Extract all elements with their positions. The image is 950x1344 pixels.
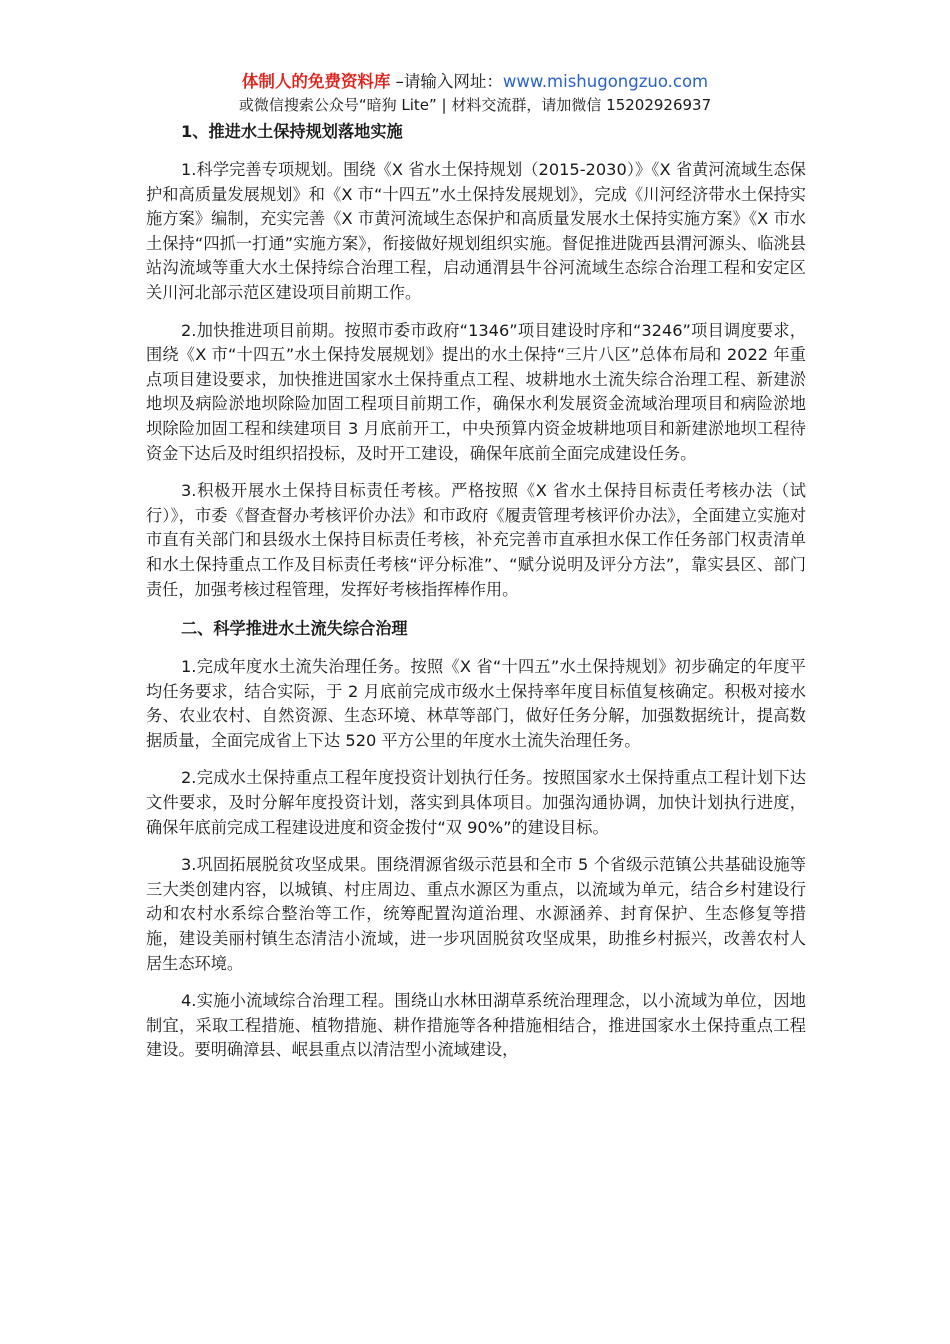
site-name: 体制人的免费资料库: [241, 72, 391, 91]
section-2-paragraph-1: 1.完成年度水土流失治理任务。按照《X 省“十四五”水土保持规划》初步确定的年度平均任务要求，结合实际，于 2 月底前完成市级水土保持率年度目标值复核确定。积极对接水务、农业农村、自然资源、生态环境、林草等部门，做好任务分解，加强数据统计，提高数据质量，全面完成省上下达 520 平方公里的年度水土流失治理任务。: [146, 657, 806, 750]
document-body: [146, 118, 806, 1076]
section-2-paragraph-2: 2.完成水土保持重点工程年度投资计划执行任务。按照国家水土保持重点工程计划下达文件要求，及时分解年度投资计划，落实到具体项目。加强沟通协调，加快计划执行进度，确保年底前完成工程建设进度和资金拨付“双 90%”的建设目标。: [146, 768, 806, 837]
site-url-link[interactable]: www.mishugongzuo.com: [502, 72, 709, 91]
header-line-2: 或微信搜索公众号“暗狗 Lite” | 材料交流群，请加微信 15202926937: [238, 96, 712, 114]
section-2-heading: 二、科学推进水土流失综合治理: [181, 619, 408, 639]
section-1-paragraph-3: 3.积极开展水土保持目标责任考核。严格按照《X 省水土保持目标责任考核办法（试行）》，市委《督查督办考核评价办法》和市政府《履责管理考核评价办法》，全面建立实施对市直有关部门和县级水土保持目标责任考核，补充完善市直承担水保工作任务部门权责清单和水土保持重点工作及目标责任考核“评分标准”、“赋分说明及评分方法”，靠实县区、部门责任，加强考核过程管理，发挥好考核指挥棒作用。: [146, 481, 806, 599]
page-header: [0, 70, 950, 116]
section-2-paragraph-3: 3.巩固拓展脱贫攻坚成果。围绕渭源省级示范县和全市 5 个省级示范镇公共基础设施等三大类创建内容，以城镇、村庄周边、重点水源区为重点，以流域为单元，结合乡村建设行动和农村水系综合整治等工作，统筹配置沟道治理、水源涵养、封育保护、生态修复等措施，建设美丽村镇生态清洁小流域，进一步巩固脱贫攻坚成果，助推乡村振兴，改善农村人居生态环境。: [146, 855, 806, 973]
section-1-paragraph-1: 1.科学完善专项规划。围绕《X 省水土保持规划（2015-2030）》《X 省黄河流域生态保护和高质量发展规划》和《X 市“十四五”水土保持发展规划》，完成《川河经济带水土保持实施方案》编制，充实完善《X 市黄河流域生态保护和高质量发展水土保持实施方案》《X 市水土保持“四抓一打通”实施方案》，衔接做好规划组织实施。督促推进陇西县渭河源头、临洮县站沟流域等重大水土保持综合治理工程，启动通渭县牛谷河流域生态综合治理工程和安定区关川河北部示范区建设项目前期工作。: [146, 160, 806, 302]
header-line-1: [0, 70, 950, 94]
section-1-heading: 1、推进水土保持规划落地实施: [181, 122, 403, 141]
url-prompt: –请输入网址：: [390, 72, 503, 91]
section-1-paragraph-2: 2.加快推进项目前期。按照市委市政府“1346”项目建设时序和“3246”项目调度要求，围绕《X 市“十四五”水土保持发展规划》提出的水土保持“三片八区”总体布局和 2022 年重点项目建设要求，加快推进国家水土保持重点工程、坡耕地水土流失综合治理工程、新建淤地坝及病险淤地坝除险加固工程项目前期工作，确保水利发展资金流域治理项目和病险淤地坝除险加固工程和续建项目 3 月底前开工，中央预算内资金坡耕地项目和新建淤地坝工程待资金下达后及时组织招投标，及时开工建设，确保年底前全面完成建设任务。: [146, 320, 806, 463]
section-2-paragraph-4: 4.实施小流域综合治理工程。围绕山水林田湖草系统治理理念，以小流域为单位，因地制宜，采取工程措施、植物措施、耕作措施等各种措施相结合，推进国家水土保持重点工程建设。要明确漳县、岷县重点以清洁型小流域建设，: [146, 991, 806, 1060]
